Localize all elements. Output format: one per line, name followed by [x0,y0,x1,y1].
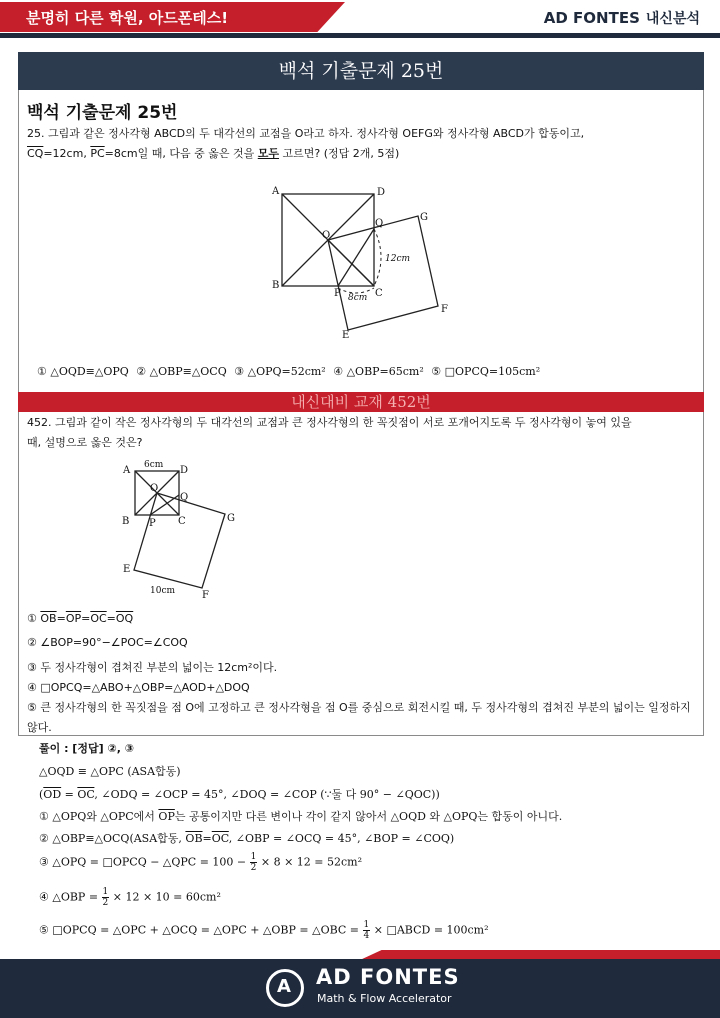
label-d: D [377,187,386,198]
header-brand-en: AD FONTES [543,9,640,27]
solution-line3 [39,808,562,824]
label-a: A [123,465,131,476]
length-cq: 12cm [385,254,411,264]
text: ( [39,788,44,801]
text: ④ △OBP = [39,890,102,904]
text: × 12 × 10 = 60cm² [109,890,221,904]
segment-od: $\overline{OD}$ [43,788,62,801]
text: 는 공통이지만 다른 변이나 각이 같지 않아서 △OQD 와 △OPQ는 합동이 아니다. [174,810,563,823]
label-f: F [441,304,448,315]
equals: = [56,612,66,625]
numerator: 1 [250,852,257,862]
solution-line7 [39,920,489,941]
solution-line4 [39,830,454,846]
label-p: P [334,288,341,299]
option-3: ③ 두 정사각형이 겹쳐진 부분의 넓이는 12cm²이다. [27,661,278,674]
text: = [202,832,212,845]
emphasis-all: 모두 [257,147,280,160]
denominator: 2 [250,863,257,873]
text: , ∠ODQ = ∠OCP = 45°, ∠DOQ = ∠COP (∵둘 다 90° − ∠QOC)) [94,788,440,801]
figure-question25 [262,182,472,340]
segment-cq: $\overline{CQ}$ [27,147,44,160]
label-e: E [123,564,131,575]
label-p: P [149,518,156,529]
choice-2: ② △OBP≡△OCQ [136,365,227,378]
segment-op: $\overline{OP}$ [65,612,82,625]
length-pc: 8cm [348,293,368,303]
text: ① △OPQ와 △OPC에서 [39,810,159,823]
text: × 8 × 12 = 52cm² [257,855,362,869]
label-b: B [122,516,130,527]
length-bottom: 10cm [150,586,176,596]
length-top: 6cm [144,460,164,470]
choice-4: ④ △OBP=65cm² [333,365,424,378]
option-1-number: ① [27,612,37,625]
text: ③ △OPQ = □OPCQ − △QPC = 100 − [39,855,250,869]
segment-oc: $\overline{OC}$ [90,612,107,625]
choice-5: ⑤ □OPCQ=105cm² [431,365,541,378]
option-5: ⑤ 큰 정사각형의 한 꼭짓점을 점 O에 고정하고 큰 정사각형을 점 O를 중심으로 회전시킬 때, 두 정사각형의 겹쳐진 부분의 넓이는 일정하지 않다. [27,701,691,734]
question25-line2 [27,144,697,164]
label-g: G [420,212,428,223]
option-4: ④ □OPCQ=△ABO+△OBP=△AOD+△DOQ [27,681,250,694]
label-o: O [322,230,331,241]
option-2: ② ∠BOP=90°−∠POC=∠COQ [27,636,188,649]
numerator: 1 [102,887,109,897]
question25-choices [37,365,544,378]
segment-oc: $\overline{OC}$ [77,788,95,801]
segment-pc: $\overline{PC}$ [90,147,105,160]
question25-text [27,124,697,164]
label-c: C [178,516,186,527]
question452-line1: 452. 그림과 같이 작은 정사각형의 두 대각선의 교점과 큰 정사각형의 한 꼭짓점이 서로 포개어지도록 두 정사각형이 놓여 있을 [27,416,632,429]
footer-tagline: Math & Flow Accelerator [317,992,452,1005]
textbook-banner: 내신대비 교재 452번 [18,392,704,412]
logo-letter: A [277,976,291,997]
solution-line2 [39,786,440,802]
label-f: F [202,590,209,601]
label-q: Q [375,218,384,229]
label-e: E [342,330,350,340]
section-title: 백석 기출문제 25번 [27,103,178,123]
numerator: 1 [363,920,370,930]
text: ② △OBP≡△OCQ(ASA합동, [39,832,186,845]
text: × □ABCD = 100cm² [370,923,489,937]
label-a: A [272,186,280,197]
text: =12cm, [43,147,91,160]
label-g: G [227,513,235,524]
question452-text [27,413,697,453]
header-brand [544,8,700,28]
section-banner: 백석 기출문제 25번 [18,52,704,90]
header-brand-ko: 내신분석 [645,11,700,27]
denominator: 4 [363,931,370,941]
denominator: 2 [102,898,109,908]
solution-line6 [39,887,221,908]
header-divider [0,33,720,38]
solution-title: 풀이 : [정답] ②, ③ [39,742,135,755]
footer-brand: AD FONTES [316,965,460,989]
question452-line2: 때, 설명으로 옳은 것은? [27,436,143,449]
segment-op: $\overline{OP}$ [158,810,175,823]
label-d: D [180,465,189,476]
question25-line1: 25. 그림과 같은 정사각형 ABCD의 두 대각선의 교점을 O라고 하자. 정사각형 OEFG와 정사각형 ABCD가 합동이고, [27,127,585,140]
segment-oc: $\overline{OC}$ [211,832,229,845]
label-o: O [150,483,159,494]
text: =8cm일 때, 다음 중 옳은 것을 [104,147,258,160]
segment-oq: $\overline{OQ}$ [115,612,134,625]
header-slogan: 분명히 다른 학원, 아드폰테스! [26,9,229,27]
option-1 [27,612,133,625]
text: = [61,788,78,801]
equals: = [81,612,91,625]
top-header [0,0,720,38]
figure-question452 [116,456,246,602]
choice-3: ③ △OPQ=52cm² [234,365,326,378]
solution-line5 [39,852,362,873]
equals: = [106,612,116,625]
solution-line1: △OQD ≡ △OPC (ASA합동) [39,765,181,778]
segment-ob: $\overline{OB}$ [40,612,57,625]
text: 고르면? (정답 2개, 5점) [279,147,400,160]
text: , ∠OBP = ∠OCQ = 45°, ∠BOP = ∠COQ) [228,832,455,845]
label-q: Q [180,492,189,503]
choice-1: ① △OQD≡△OPQ [37,365,129,378]
label-b: B [272,280,280,291]
footer [0,950,720,1018]
label-c: C [375,288,383,299]
segment-ob: $\overline{OB}$ [185,832,203,845]
text: ⑤ □OPCQ = △OPC + △OCQ = △OPC + △OBP = △OBC = [39,923,363,937]
